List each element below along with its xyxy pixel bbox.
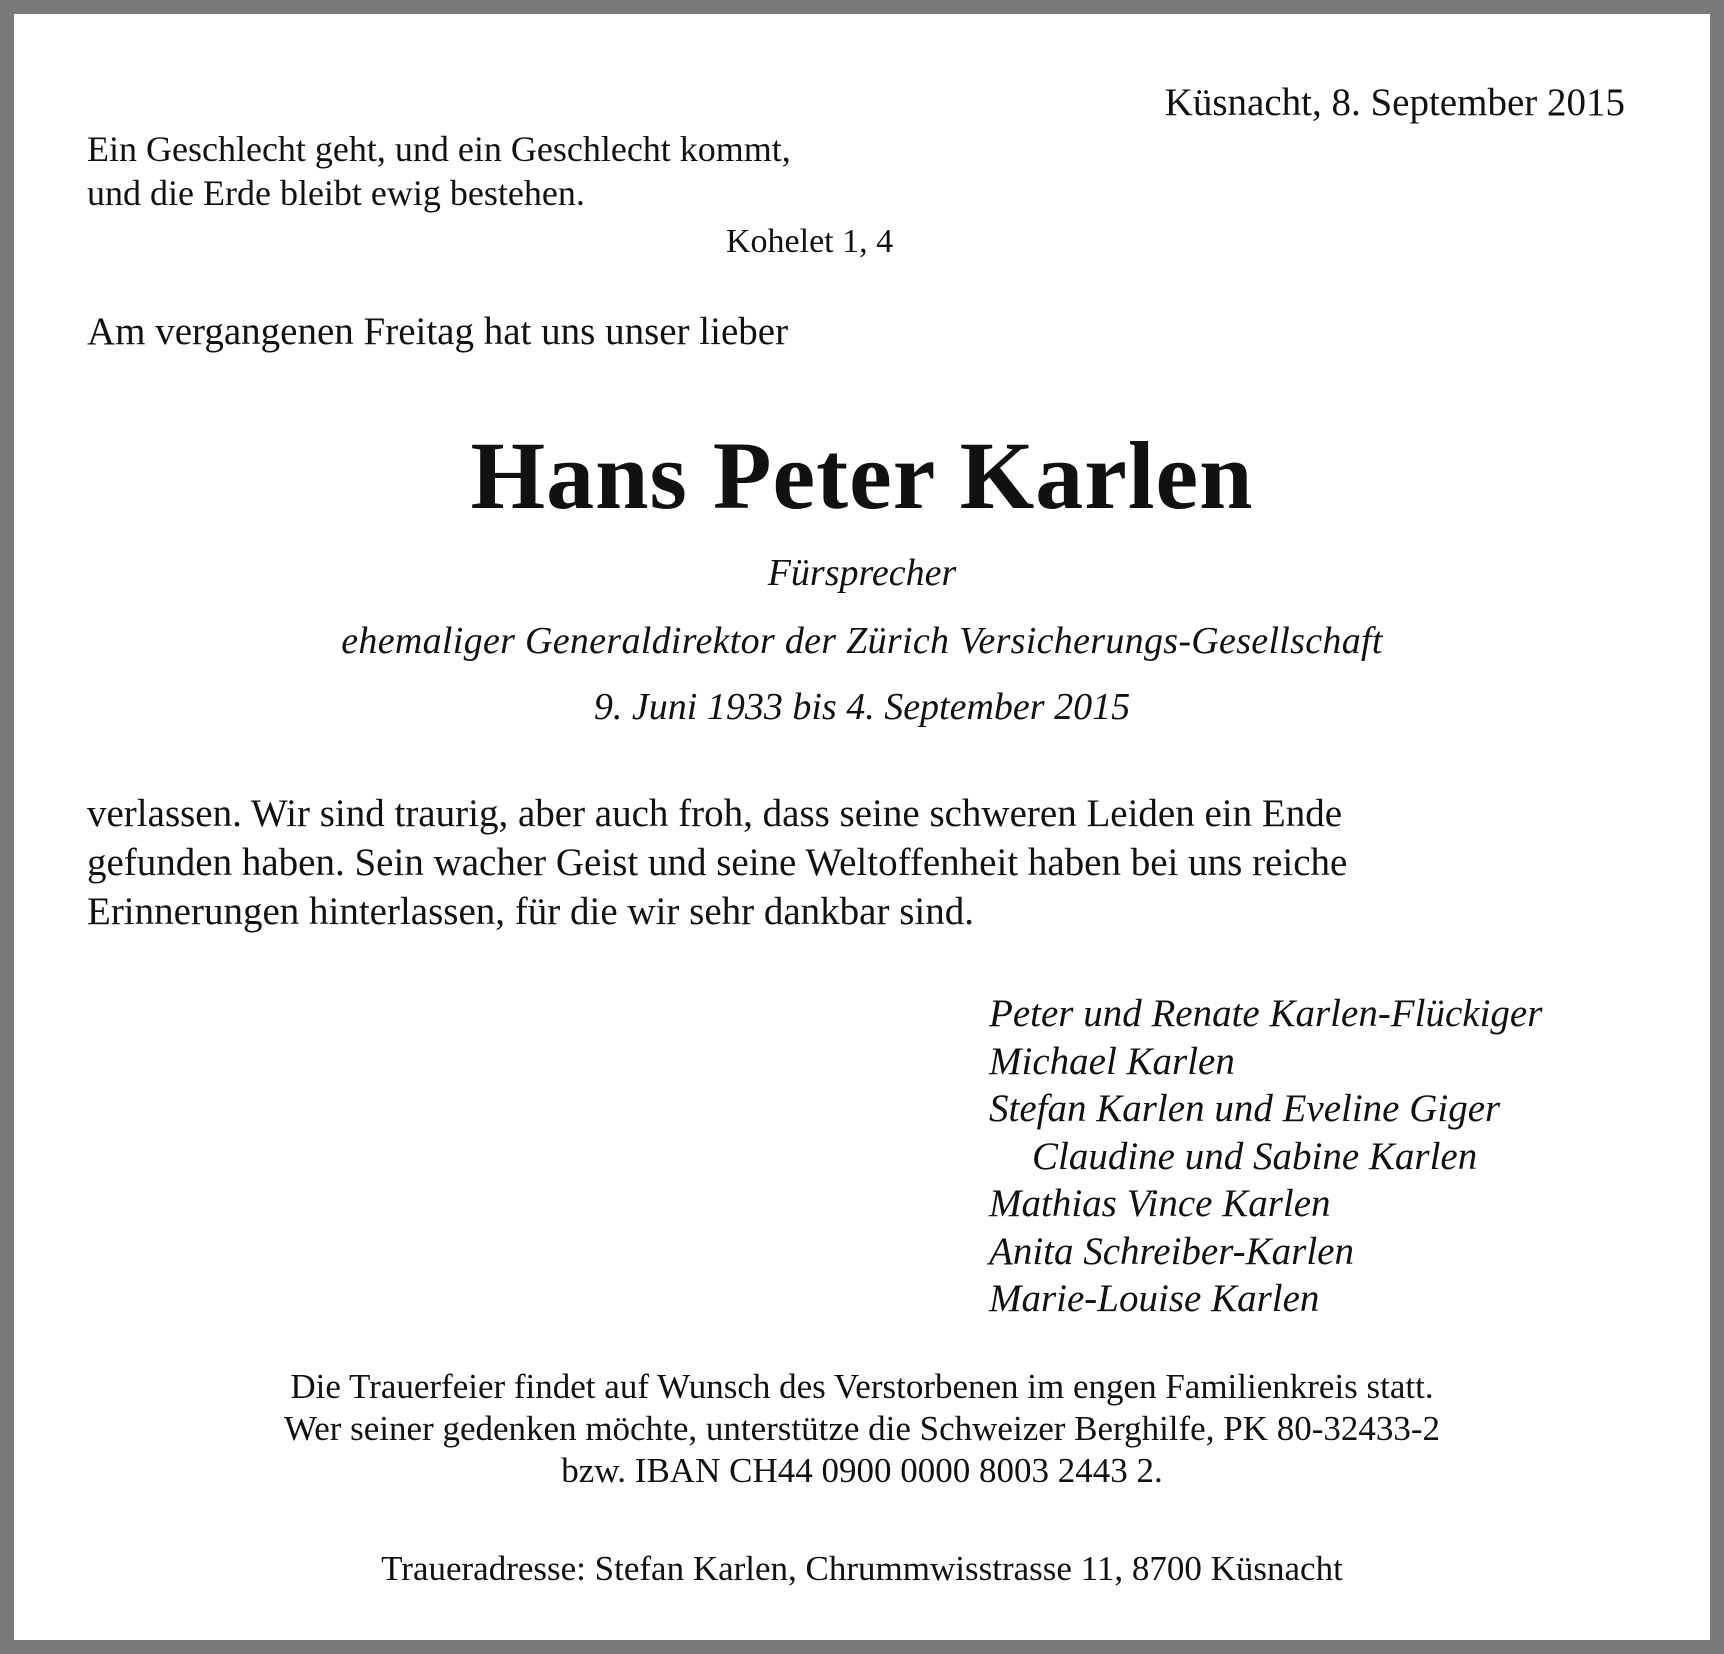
notice-line: Die Trauerfeier findet auf Wunsch des Verstorbenen im engen Familienkreis statt.: [290, 1367, 1434, 1406]
deceased-role: ehemaliger Generaldirektor der Zürich Versicherungs-Gesellschaft: [341, 620, 1383, 662]
mourner-name: Peter und Renate Karlen-Flückiger: [989, 992, 1543, 1035]
body-line: gefunden haben. Sein wacher Geist und seine Weltoffenheit haben bei uns reiche: [87, 841, 1348, 884]
life-dates: 9. Juni 1933 bis 4. September 2015: [593, 686, 1131, 728]
mourner-name: Stefan Karlen und Eveline Giger: [989, 1087, 1501, 1130]
mourners-list: [989, 990, 1542, 1323]
mourner-name: Marie-Louise Karlen: [989, 1277, 1320, 1320]
body-text: [87, 789, 1647, 936]
mourner-name: Michael Karlen: [989, 1039, 1235, 1083]
funeral-notice: [14, 1366, 1710, 1492]
notice-line: Wer seiner gedenken möchte, unterstütze die Schweizer Berghilfe, PK 80-32433-2: [283, 1409, 1441, 1448]
quote-line: Ein Geschlecht geht, und ein Geschlecht kommt,: [87, 129, 791, 169]
deceased-title: Fürsprecher: [767, 552, 957, 594]
mourner-name: Anita Schreiber-Karlen: [989, 1229, 1354, 1273]
notice-line: bzw. IBAN CH44 0900 0000 8003 2443 2.: [561, 1451, 1163, 1490]
deceased-name: Hans Peter Karlen: [470, 422, 1254, 529]
body-line: Erinnerungen hinterlassen, für die wir sehr dankbar sind.: [87, 890, 974, 933]
bible-quote: [87, 127, 791, 215]
quote-source: Kohelet 1, 4: [726, 223, 894, 260]
mourning-address: Traueradresse: Stefan Karlen, Chrummwisstrasse 11, 8700 Küsnacht: [381, 1549, 1343, 1588]
mourner-name: Mathias Vince Karlen: [989, 1182, 1331, 1225]
intro-text: Am vergangenen Freitag hat uns unser lieber: [87, 310, 789, 353]
body-line: verlassen. Wir sind traurig, aber auch froh, dass seine schweren Leiden ein Ende: [87, 792, 1343, 835]
mourner-name: Claudine und Sabine Karlen: [1032, 1134, 1478, 1178]
quote-line: und die Erde bleibt ewig bestehen.: [87, 173, 585, 213]
place-date: Küsnacht, 8. September 2015: [1164, 81, 1625, 124]
obituary-notice: [14, 14, 1710, 1640]
